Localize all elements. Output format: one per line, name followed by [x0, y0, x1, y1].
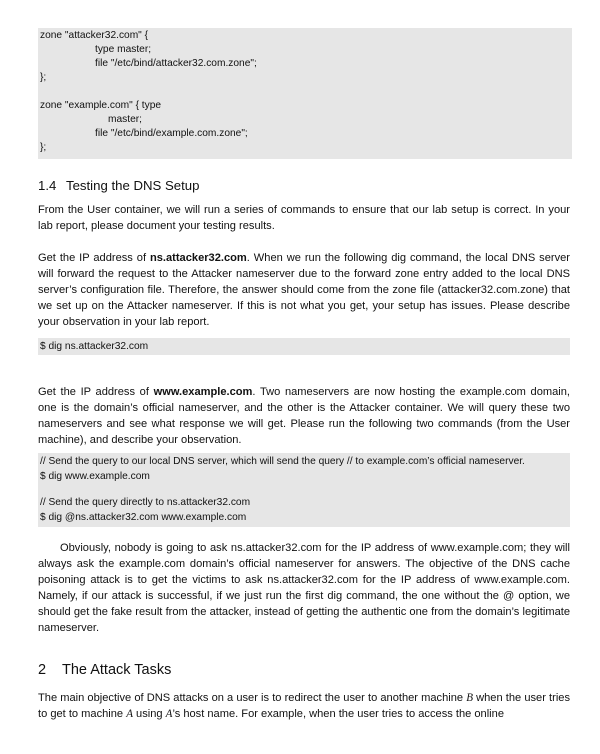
section-number: 1.4: [38, 178, 57, 193]
paragraph-www-example: [38, 384, 570, 448]
text-run: Get the IP address of: [38, 252, 150, 264]
text-run: . When we run the following dig command, the local DNS server will forward the request to the Attacker nameserver due to the forward zone entry added to the local DNS server’s configuration file. Therefore, the answer should come from the zone file (attacker32.com.zone) that we set up on the Attacker nameserver. If this is not what you get, your setup has issues. Please describe your observation in your lab report.: [38, 252, 570, 328]
text-run: The main objective of DNS attacks on a user is to redirect the user to another machine: [38, 692, 467, 704]
command-block-1: [38, 338, 570, 355]
bold-hostname: www.example.com: [153, 386, 253, 398]
intro-paragraph: From the User container, we will run a series of commands to ensure that our lab setup is correct. In your lab report, please document your testing results.: [38, 204, 570, 232]
section-title: Testing the DNS Setup: [66, 178, 200, 193]
section-title: The Attack Tasks: [62, 662, 172, 678]
code-line: zone "example.com" { type: [40, 100, 162, 111]
math-variable: A: [126, 708, 133, 720]
paragraph-attack-tasks: [38, 690, 570, 722]
code-gap: [40, 85, 572, 99]
command-line: $ dig www.example.com: [40, 471, 150, 482]
code-line: file "/etc/bind/example.com.zone";: [95, 128, 248, 139]
code-line: zone "attacker32.com" {: [40, 30, 149, 41]
code-line: file "/etc/bind/attacker32.com.zone";: [95, 58, 257, 69]
section-heading-1-4: [38, 178, 199, 193]
code-line: type master;: [95, 44, 152, 55]
code-line: };: [40, 72, 47, 83]
section-heading-2: [38, 662, 171, 678]
text-run: . Two nameservers are now hosting the example.com domain, one is the domain’s official nameserver, and the other is the Attacker container. We will query these two nameservers and see what response we will get. Please run the following two commands (from the User machine), and describe your observation.: [38, 386, 570, 446]
code-line: master;: [108, 114, 142, 125]
command-line: $ dig ns.attacker32.com: [40, 341, 149, 352]
text-run: when the user tries to get to machine: [38, 692, 571, 720]
command-line: $ dig @ns.attacker32.com www.example.com: [40, 512, 247, 523]
bold-hostname: ns.attacker32.com: [149, 252, 247, 264]
comment-line: // Send the query to our local DNS server, which will send the query // to example.com’s official nameserver.: [40, 456, 525, 467]
math-variable: B: [466, 692, 473, 704]
comment-line: // Send the query directly to ns.attacker32.com: [40, 497, 251, 508]
blank-line: [40, 484, 570, 495]
zone-config-code-block: [38, 28, 572, 159]
text-run: ’s host name. For example, when the user tries to access the online: [172, 708, 504, 720]
paragraph-ns-attacker: [38, 250, 570, 330]
math-variable: A: [165, 708, 173, 720]
command-block-2: [38, 453, 570, 527]
paragraph-obviously: Obviously, nobody is going to ask ns.attacker32.com for the IP address of www.example.com; they will always ask the example.com domain’s official nameserver for answers. The objective of the DNS cache poisoning attack is to get the victims to ask ns.attacker32.com for the IP address of www.example.com. Namely, if our attack is successful, if we just run the first dig command, the one without the @ option, we should get the fake result from the attacker, instead of getting the authentic one from the domain’s legitimate nameserver.: [38, 542, 570, 634]
text-run: using: [132, 708, 166, 720]
code-line: };: [40, 142, 47, 153]
section-number: 2: [38, 662, 47, 678]
text-run: Get the IP address of: [38, 386, 154, 398]
